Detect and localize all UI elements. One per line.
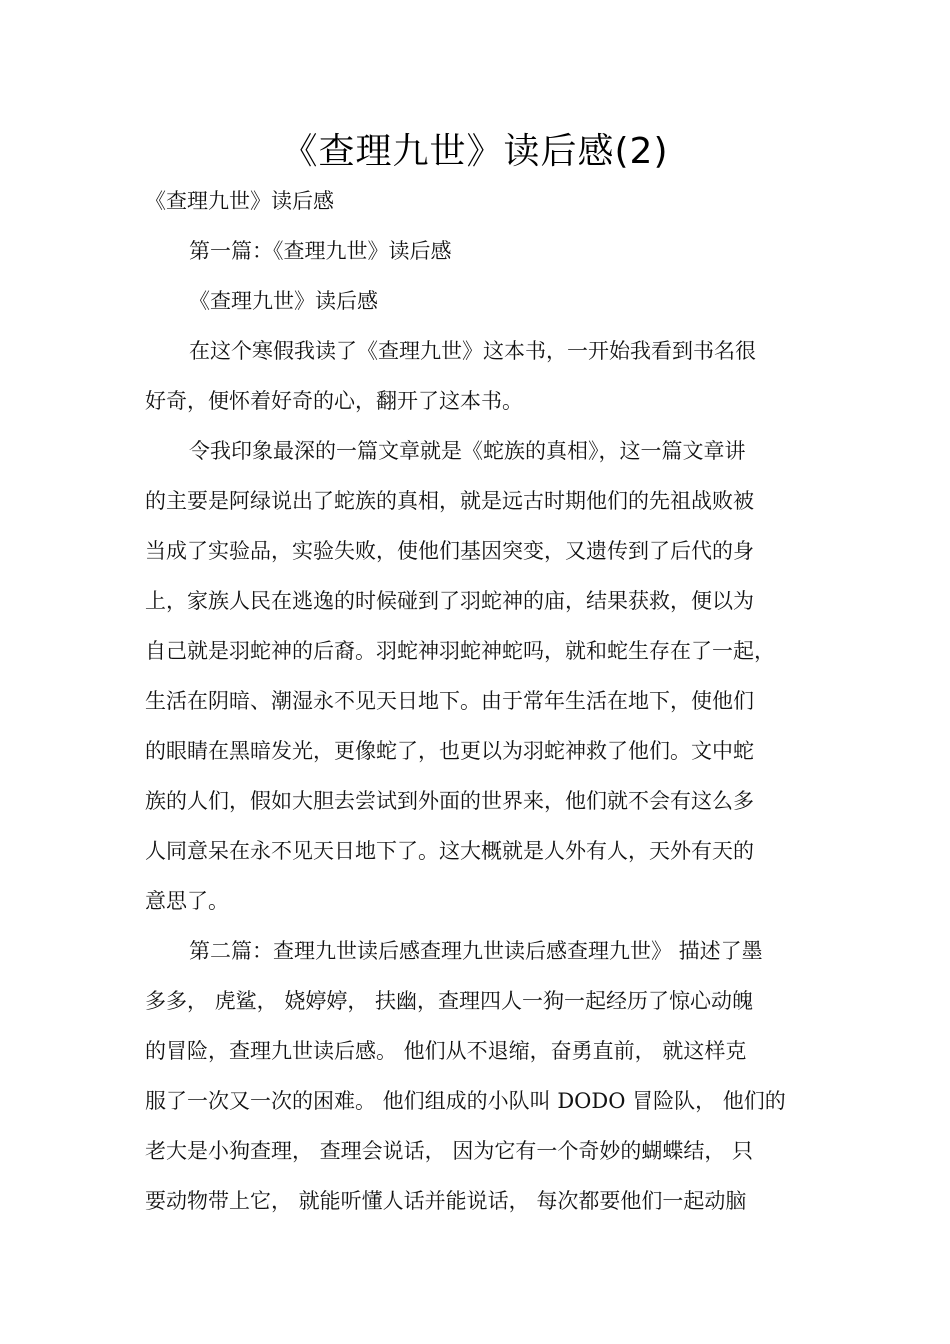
paragraph-line: 令我印象最深的一篇文章就是《蛇族的真相》，这一篇文章讲	[189, 439, 746, 463]
paragraph-line: 自己就是羽蛇神的后裔。羽蛇神羽蛇神蛇吗，就和蛇生存在了一起，	[145, 639, 775, 663]
paragraph-line: 当成了实验品，实验失败，使他们基因突变，又遗传到了后代的身	[145, 539, 754, 563]
document-body	[145, 0, 825, 1344]
document-title: 《查理九世》读后感(2)	[281, 131, 669, 172]
paragraph-line: 族的人们，假如大胆去尝试到外面的世界来，他们就不会有这么多	[145, 789, 754, 813]
paragraph-line: 服了一次又一次的困难。 他们组成的小队叫 DODO 冒险队， 他们的	[145, 1089, 786, 1113]
paragraph-line: 好奇，便怀着好奇的心，翻开了这本书。	[145, 389, 523, 413]
paragraph-line: 要动物带上它， 就能听懂人话并能说话， 每次都要他们一起动脑	[145, 1189, 747, 1213]
paragraph-line: 的眼睛在黑暗发光，更像蛇了，也更以为羽蛇神救了他们。文中蛇	[145, 739, 754, 763]
paragraph-line: 老大是小狗查理， 查理会说话， 因为它有一个奇妙的蝴蝶结， 只	[145, 1139, 754, 1163]
paragraph-line: 的冒险，查理九世读后感。 他们从不退缩，奋勇直前， 就这样克	[145, 1039, 747, 1063]
paragraph-line: 人同意呆在永不见天日地下了。这大概就是人外有人，天外有天的	[145, 839, 754, 863]
section-heading-1: 第一篇：《查理九世》读后感	[189, 239, 452, 263]
paragraph-line: 多多， 虎鲨， 娆婷婷， 扶幽，查理四人一狗一起经历了惊心动魄	[145, 989, 754, 1013]
paragraph-line: 生活在阴暗、潮湿永不见天日地下。由于常年生活在地下，使他们	[145, 689, 754, 713]
section-subheading-1: 《查理九世》读后感	[189, 289, 378, 313]
paragraph-line: 的主要是阿绿说出了蛇族的真相，就是远古时期他们的先祖战败被	[145, 489, 754, 513]
paragraph-line: 在这个寒假我读了《查理九世》这本书，一开始我看到书名很	[189, 339, 756, 363]
document-subtitle: 《查理九世》读后感	[145, 189, 334, 213]
paragraph-line: 意思了。	[145, 889, 229, 913]
paragraph-line: 上，家族人民在逃逸的时候碰到了羽蛇神的庙，结果获救，便以为	[145, 589, 754, 613]
paragraph-line: 第二篇：查理九世读后感查理九世读后感查理九世》 描述了墨	[189, 939, 763, 963]
